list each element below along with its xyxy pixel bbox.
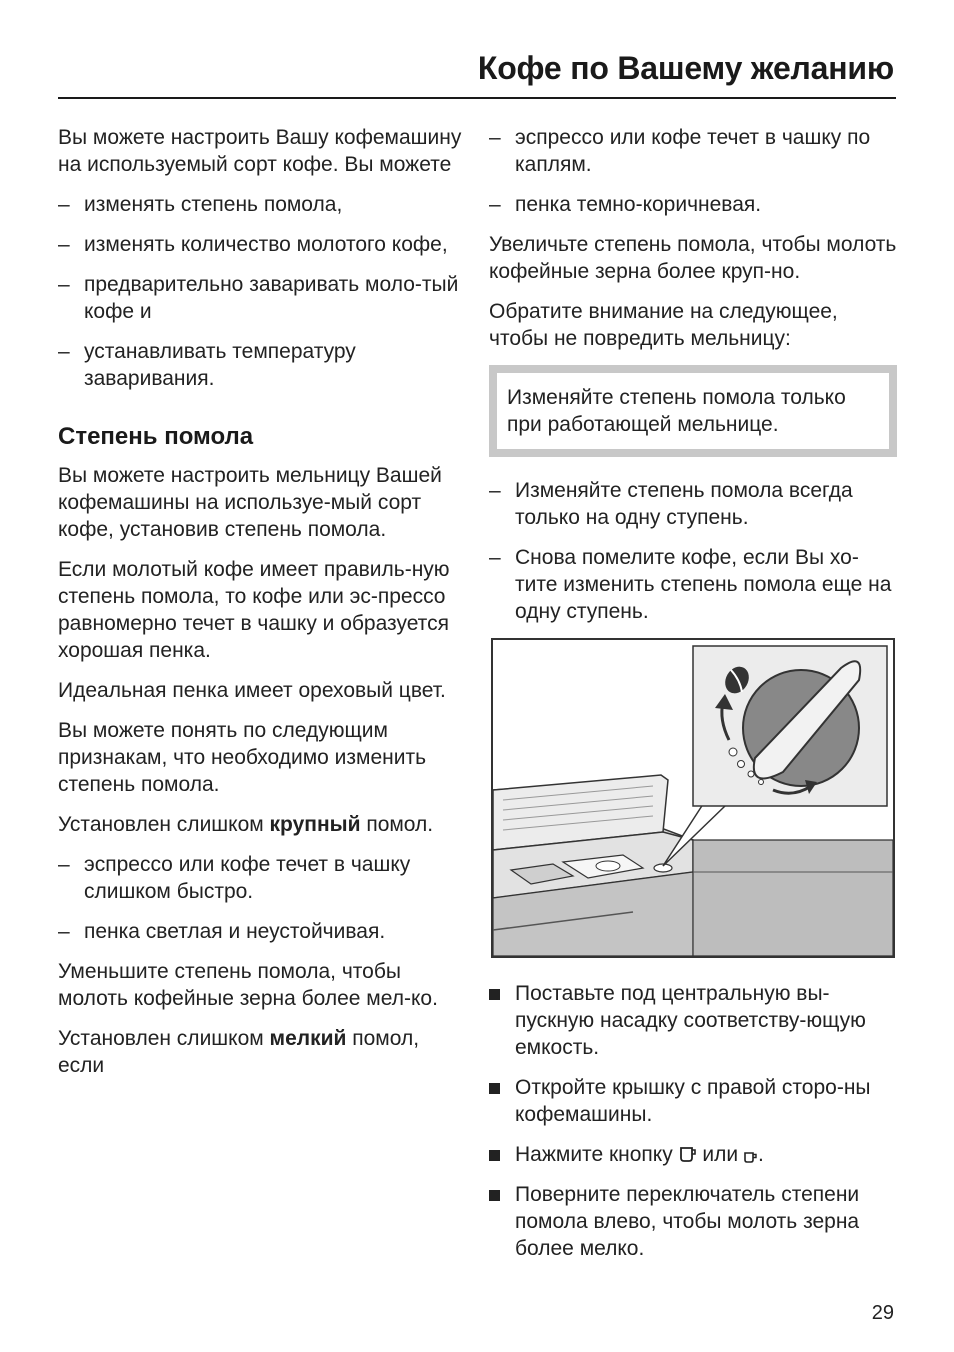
text-run: Установлен слишком xyxy=(58,813,270,836)
list-item: – изменять степень помола, xyxy=(58,191,466,218)
list-item: – изменять количество молотого кофе, xyxy=(58,231,466,258)
intro-list xyxy=(58,191,466,392)
cup-small-icon xyxy=(744,1149,758,1163)
paragraph: Вы можете настроить мельницу Вашей кофемашины на используе-мый сорт кофе, установив степень помола. xyxy=(58,464,442,541)
bold-term: крупный xyxy=(269,813,361,836)
caution-list xyxy=(489,477,897,625)
paragraph: Уменьшите степень помола, чтобы молоть кофейные зерна более мел-ко. xyxy=(58,960,438,1010)
text-run: помол. xyxy=(360,813,434,836)
bold-term: мелкий xyxy=(269,1027,347,1050)
text-run: Установлен слишком xyxy=(58,1027,270,1050)
fine-list xyxy=(489,124,897,218)
list-item: – эспрессо или кофе течет в чашку слишком быстро. xyxy=(58,851,466,905)
page-number: 29 xyxy=(871,1302,894,1324)
list-item: Поставьте под центральную вы-пускную насадку соответству-ющую емкость. xyxy=(489,980,897,1061)
list-item: Откройте крышку с правой сторо-ны кофемашины. xyxy=(489,1074,897,1128)
coarse-paragraph xyxy=(58,811,466,838)
fine-paragraph xyxy=(58,1025,466,1079)
right-column xyxy=(489,124,897,1275)
grinder-illustration xyxy=(491,638,895,958)
section-heading: Степень помола xyxy=(58,423,254,450)
notice-box: Изменяйте степень помола только при работающей мельнице. xyxy=(489,365,897,457)
paragraph: Увеличьте степень помола, чтобы молоть кофейные зерна более круп-но. xyxy=(489,233,897,283)
paragraph: Вы можете понять по следующим признакам, что необходимо изменить степень помола. xyxy=(58,719,427,796)
paragraph: Обратите внимание на следующее, чтобы не повредить мельницу: xyxy=(489,300,838,350)
text-run: или xyxy=(696,1143,744,1166)
left-column xyxy=(58,124,466,1092)
list-item: – эспрессо или кофе течет в чашку по каплям. xyxy=(489,124,897,178)
steps-list xyxy=(489,980,897,1262)
text-run: . xyxy=(757,1143,764,1166)
list-item: – устанавливать температуру заваривания. xyxy=(58,338,466,392)
list-item: – пенка темно-коричневая. xyxy=(489,191,897,218)
list-item: – предварительно заваривать моло-тый кофе и xyxy=(58,271,466,325)
list-item: – Снова помелите кофе, если Вы хо-тите изменить степень помола еще на одну ступень. xyxy=(489,544,897,625)
paragraph: Идеальная пенка имеет ореховый цвет. xyxy=(58,679,446,702)
text-run: Нажмите кнопку xyxy=(515,1143,679,1166)
paragraph: Если молотый кофе имеет правиль-ную степень помола, то кофе или эс-прессо равномерно течет в чашку и образуется хорошая пенка. xyxy=(58,558,450,662)
list-item: Поверните переключатель степени помола влево, чтобы молоть зерна более мелко. xyxy=(489,1181,897,1262)
list-item: – Изменяйте степень помола всегда только на одну ступень. xyxy=(489,477,897,531)
header-rule xyxy=(58,97,896,99)
grinder-illustration-svg xyxy=(493,640,893,956)
list-item xyxy=(489,1141,897,1168)
list-item: – пенка светлая и неустойчивая. xyxy=(58,918,466,945)
intro-paragraph: Вы можете настроить Вашу кофемашину на используемый сорт кофе. Вы можете xyxy=(58,126,462,176)
page-title: Кофе по Вашему желанию xyxy=(477,50,894,86)
cup-large-icon xyxy=(679,1145,697,1163)
text-run: помол, если xyxy=(58,1027,420,1077)
coarse-list xyxy=(58,851,466,945)
